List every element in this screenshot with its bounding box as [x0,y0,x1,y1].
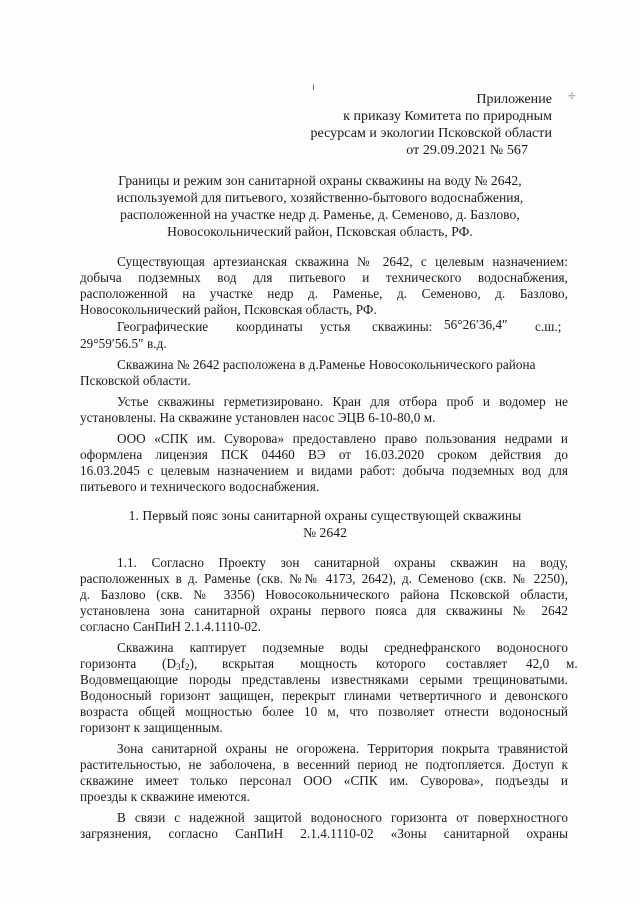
intro-p4-line-2: установлены. На скважине установлен насос ЭЦВ 6-10-80,0 м. [80,410,436,425]
committee-name: ресурсам и экологии Псковской области [310,126,552,141]
scan-mark: ✢ [568,92,576,102]
order-reference: к приказу Комитета по природным [343,109,552,124]
s1-p1-line-3: д. Базлово (скв. № 3356) Новосокольнического района Псковской области, [80,587,568,602]
coords-label-2: координаты [236,319,303,334]
intro-p5-line-3: 16.03.2045 с целевым назначением и видами работ: добыча подземных вод для [80,463,568,478]
coords-label-3: устья [320,319,351,334]
s1-p2-unit: м. [566,656,578,671]
intro-p5-line-2: оформлена лицензия ПСК 04460 ВЭ от 16.03.2020 сроком действия до [80,447,568,462]
s1-p3-line-3: скважине имеет только персонал ООО «СПК им. Суворова», подъезды и [80,773,568,788]
intro-p1-line-1: Существующая артезианская скважина № 2642, с целевым назначением: [117,254,568,269]
scan-speck: ı [312,82,315,93]
intro-p4-line-1: Устье скважины герметизировано. Кран для отбора проб и водомер не [117,394,568,409]
s1-p2-line-5: возраста общей мощностью более 10 м, что позволяет отнести водоносный [80,704,568,719]
coords-label-4: скважины: [372,319,433,334]
s1-p1-line-4: установлена зона санитарной охраны первого пояса для скважины № 2642 [80,603,568,618]
s1-p2-value: 42,0 [526,656,550,671]
s1-p1-line-1: 1.1. Согласно Проекту зон санитарной охраны скважин на воду, [117,555,568,570]
intro-p1-line-4: Новосокольнический район, Псковская область, РФ. [80,302,377,317]
intro-p3-line-1: Скважина № 2642 расположена в д.Раменье Новосокольнического района [117,357,536,372]
appendix-label: Приложение [476,92,552,107]
coords-label-1: Географические [117,319,209,334]
intro-p3-line-2: Псковской области. [80,373,191,388]
s1-p2-formula: $(D_3f_2)$, [162,656,198,672]
coords-longitude: 29°59′56.5″ в.д. [80,336,167,351]
intro-p1-line-3: расположенной на участке недр д. Раменье, д. Семеново, д. Базлово, [80,286,568,301]
order-date: от 29.09.2021 № 567 [406,143,528,158]
title-line-4: Новосокольнический район, Псковская область, РФ. [167,224,473,239]
s1-p2-line-6: горизонт к защищенным. [80,720,223,735]
title-line-2: используемой для питьевого, хозяйственно-бытового водоснабжения, [116,190,524,205]
s1-p2-word-thickness: мощность [300,656,358,671]
s1-p4-line-1: В связи с надежной защитой водоносного горизонта от поверхностного [117,810,568,825]
s1-p1-line-5: согласно СанПиН 2.1.4.1110-02. [80,619,261,634]
s1-p2-word-opened: вскрытая [222,656,275,671]
s1-p2-line-3: Водовмещающие породы представлены известняками серыми трещиноватыми. [80,672,568,687]
s1-p3-line-4: проезды к скважине имеются. [80,789,250,804]
s1-p3-line-1: Зона санитарной охраны не огорожена. Территория покрыта травянистой [117,741,568,756]
coords-lat-suffix: с.ш.; [535,319,562,334]
s1-p2-word-which: которого [376,656,426,671]
s1-p4-line-2: загрязнения, согласно СанПиН 2.1.4.1110-02 «Зоны санитарной охраны [80,826,568,841]
intro-p1-line-2: добыча подземных вод для питьевого и технического водоснабжения, [80,270,568,285]
s1-p3-line-2: растительностью, не заболочена, в весенний период не подтопляется. Доступ к [80,757,568,772]
intro-p5-line-1: ООО «СПК им. Суворова» предоставлено право пользования недрами и [117,431,568,446]
section-1-heading-line-2: № 2642 [303,525,347,540]
s1-p2-word-amounts: составляет [446,656,508,671]
s1-p2-word-horizon: горизонта [80,656,137,671]
intro-p5-line-4: питьевого и технического водоснабжения. [80,479,320,494]
s1-p2-line-4: Водоносный горизонт защищен, перекрыт глинами четвертичного и девонского [80,688,568,703]
s1-p1-line-2: расположенных в д. Раменье (скв. №№ 4173, 2642), д. Семеново (скв. № 2250), [80,571,568,586]
title-line-3: расположенной на участке недр д. Раменье, д. Семеново, д. Базлово, [120,207,520,222]
section-1-heading-line-1: 1. Первый пояс зоны санитарной охраны существующей скважины [128,508,522,523]
title-line-1: Границы и режим зон санитарной охраны скважины на воду № 2642, [118,173,522,188]
coords-latitude: 56°26′36,4″ [444,317,508,332]
s1-p2-line-1: Скважина каптирует подземные воды среднефранского водоносного [117,640,568,655]
